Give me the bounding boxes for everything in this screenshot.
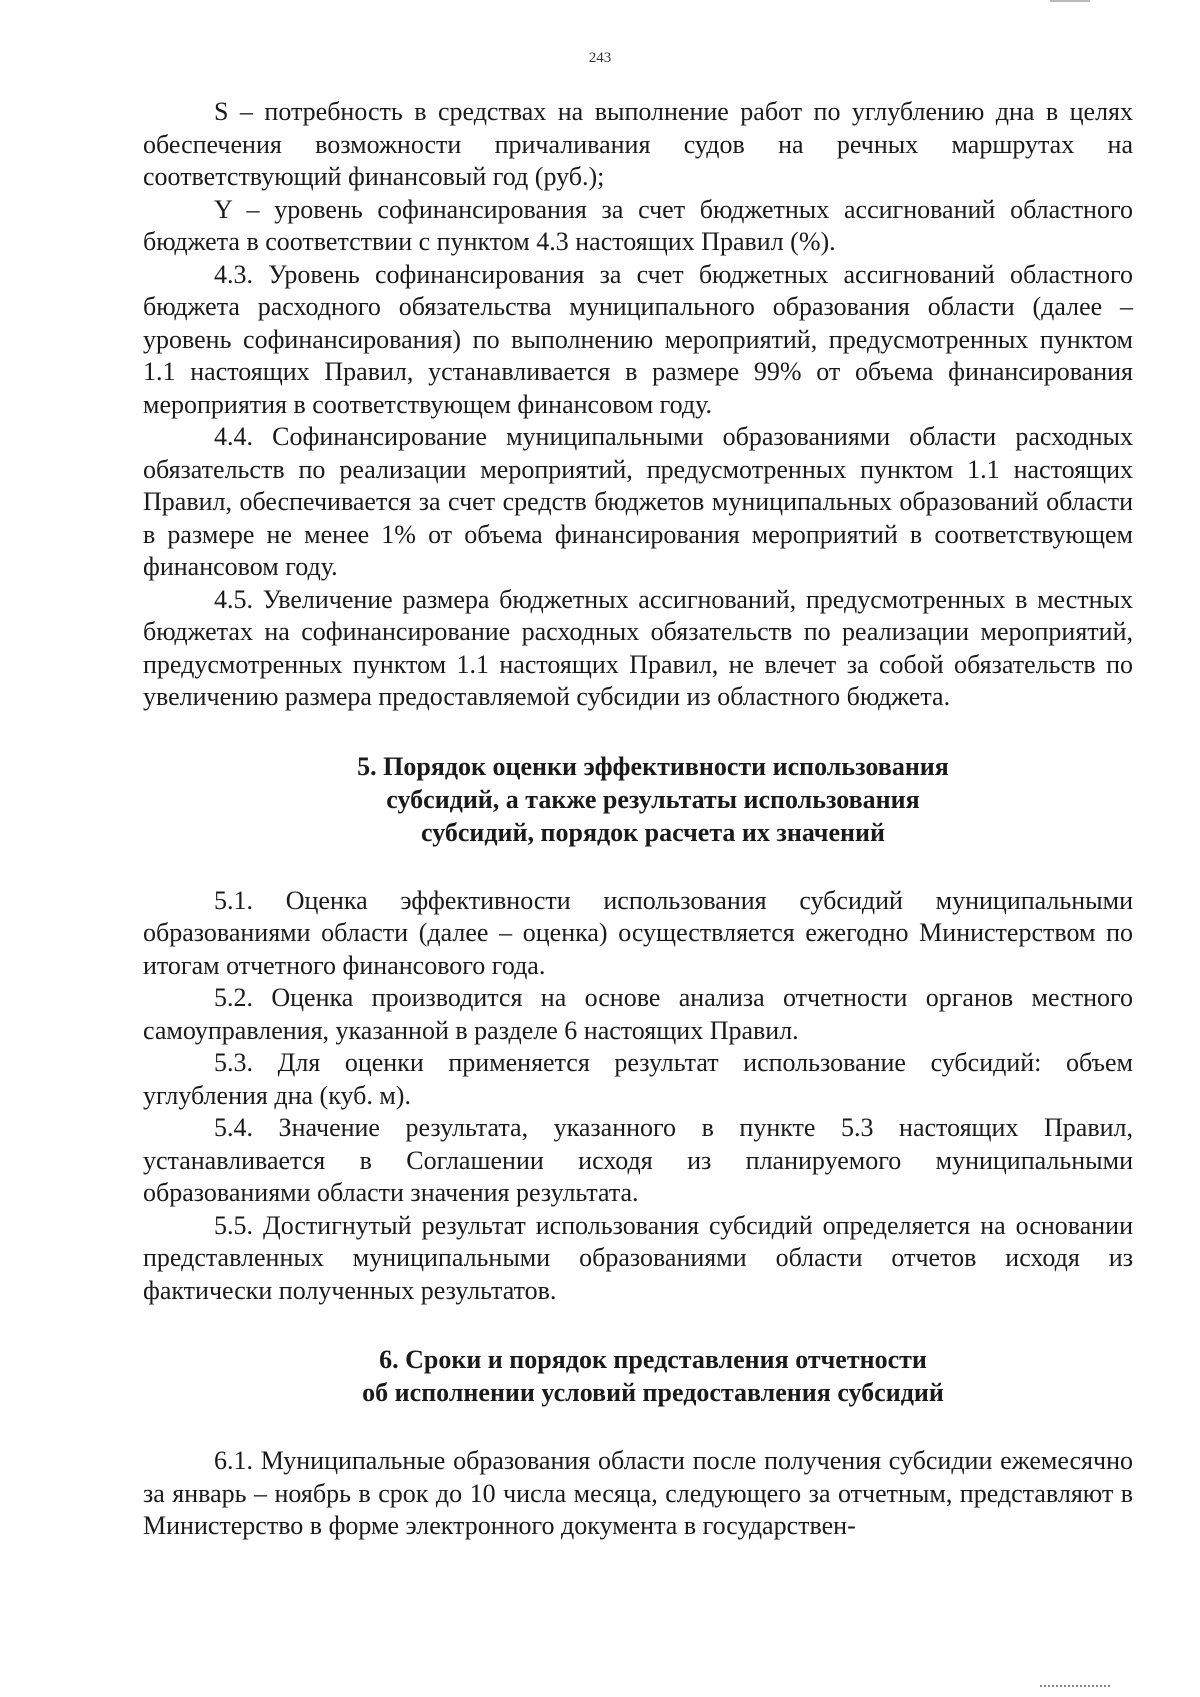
paragraph-4-4: 4.4. Софинансирование муниципальными образованиями области расходных обязательств по реализации мероприятий, предусмотренных пунктом 1.1 настоящих Правил, обеспечивается за счет средств бюджетов муниципальных образований области в размере не менее 1% от объема финансирования мероприятий в соответствующем финансовом году. xyxy=(143,422,1133,581)
section-5-heading-line: субсидий, порядок расчета их значений xyxy=(421,817,885,847)
document-body xyxy=(143,96,1133,1543)
paragraph-5-3: 5.3. Для оценки применяется результат использование субсидий: объем углубления дна (куб. м). xyxy=(143,1048,1133,1110)
paragraph-5-5: 5.5. Достигнутый результат использования субсидий определяется на основании представленных муниципальными образованиями области отчетов исходя из фактически полученных результатов. xyxy=(143,1210,1133,1305)
section-5-heading xyxy=(143,750,1133,849)
paragraph-5-1: 5.1. Оценка эффективности использования субсидий муниципальными образованиями области (далее – оценка) осуществляется ежегодно Министерством по итогам отчетного финансового года. xyxy=(143,885,1133,980)
section-6-heading xyxy=(143,1343,1133,1409)
scan-artifact-top xyxy=(1050,0,1090,5)
section-5-heading-line: 5. Порядок оценки эффективности использования xyxy=(357,751,949,781)
section-6-heading-line: об исполнении условий предоставления субсидий xyxy=(362,1378,944,1407)
paragraph-5-4: 5.4. Значение результата, указанного в пункте 5.3 настоящих Правил, устанавливается в Соглашении исходя из планируемого муниципальными образованиями области значения результата. xyxy=(143,1113,1133,1207)
section-6-heading-line: 6. Сроки и порядок представления отчетности xyxy=(379,1345,927,1374)
paragraph-s-definition: S – потребность в средствах на выполнение работ по углублению дна в целях обеспечения возможности причаливания судов на речных маршрутах на соответствующий финансовый год (руб.); xyxy=(143,97,1133,191)
paragraph-y-definition: Y – уровень софинансирования за счет бюджетных ассигнований областного бюджета в соответствии с пунктом 4.3 настоящих Правил (%). xyxy=(143,194,1133,256)
paragraph-6-1: 6.1. Муниципальные образования области после получения субсидии ежемесячно за январь – ноябрь в срок до 10 числа месяца, следующего за отчетным, представляют в Министерство в форме электронного документа в государствен- xyxy=(143,1446,1133,1540)
paragraph-4-5: 4.5. Увеличение размера бюджетных ассигнований, предусмотренных в местных бюджетах на софинансирование расходных обязательств по реализации мероприятий, предусмотренных пунктом 1.1 настоящих Правил, не влечет за собой обязательств по увеличению размера предоставляемой субсидии из областного бюджета. xyxy=(143,584,1133,711)
page-number: 243 xyxy=(588,50,612,66)
section-5-heading-line: субсидий, а также результаты использования xyxy=(386,784,920,814)
scan-artifact-bottom xyxy=(1040,1685,1110,1691)
paragraph-5-2: 5.2. Оценка производится на основе анализа отчетности органов местного самоуправления, указанной в разделе 6 настоящих Правил. xyxy=(143,983,1133,1045)
paragraph-4-3: 4.3. Уровень софинансирования за счет бюджетных ассигнований областного бюджета расходного обязательства муниципального образования области (далее – уровень софинансирования) по выполнению мероприятий, предусмотренных пунктом 1.1 настоящих Правил, устанавливается в размере 99% от объема финансирования мероприятия в соответствующем финансовом году. xyxy=(143,259,1133,419)
